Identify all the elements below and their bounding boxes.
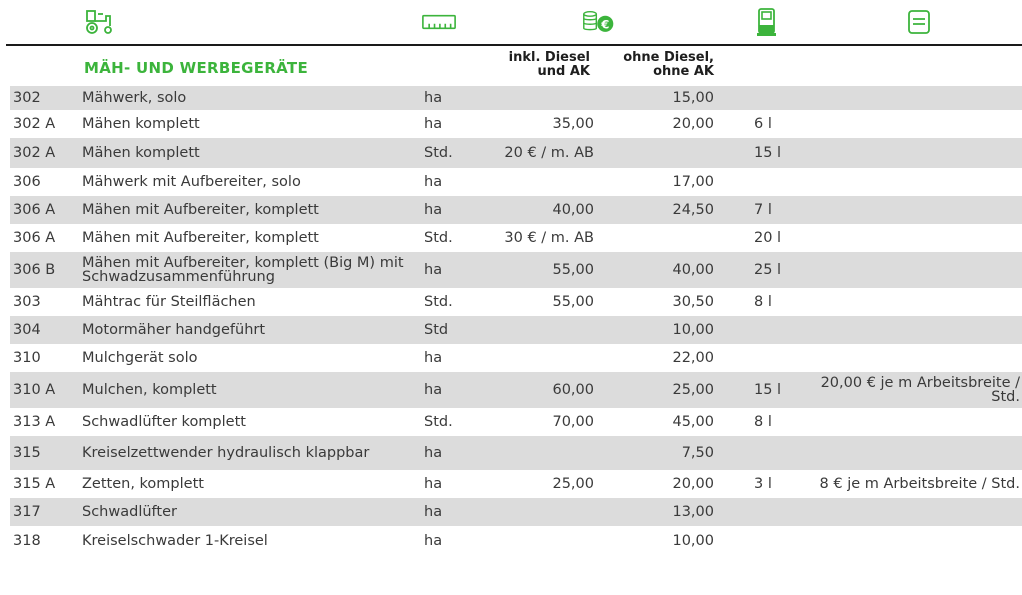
cell-note [800,196,1022,224]
cell-diesel: 15 l [714,138,800,168]
cell-code: 303 [10,288,82,316]
column-header-ohne-diesel [606,51,714,79]
cell-code: 310 A [10,372,82,408]
table-row [10,288,1022,316]
cell-note [800,526,1022,556]
table-row [10,86,1022,110]
cell-code: 302 [10,86,82,110]
table-row [10,196,1022,224]
note-list-icon [902,6,936,38]
cell-unit: Std. [424,288,496,316]
cell-unit: ha [424,196,496,224]
cell-desc: Mähen mit Aufbereiter, komplett [82,196,424,224]
column-header-ohne-line1: ohne Diesel, [623,50,714,65]
cell-note [800,168,1022,196]
price-table [10,86,1022,556]
cell-desc: Kreiselzettwender hydraulisch klappbar [82,436,424,470]
cell-ohne: 13,00 [594,498,714,526]
cell-note: 20,00 € je m Arbeitsbreite / Std. [800,372,1022,408]
cell-unit: Std. [424,408,496,436]
coins-euro-icon [582,6,616,38]
ruler-icon [422,6,456,38]
tractor-icon [82,6,116,38]
table-row [10,316,1022,344]
cell-inkl [496,436,594,470]
cell-note [800,224,1022,252]
cell-inkl: 20 € / m. AB [496,138,594,168]
cell-unit: ha [424,344,496,372]
table-row [10,436,1022,470]
cell-inkl: 60,00 [496,372,594,408]
cell-note [800,344,1022,372]
column-header-inkl-line2: und AK [537,64,590,79]
cell-code: 302 A [10,138,82,168]
cell-inkl: 70,00 [496,408,594,436]
table-row [10,110,1022,138]
column-header-inkl-line1: inkl. Diesel [508,50,590,65]
cell-inkl: 40,00 [496,196,594,224]
table-row [10,372,1022,408]
cell-unit: ha [424,110,496,138]
cell-code: 306 B [10,252,82,288]
cell-note [800,316,1022,344]
cell-unit: ha [424,470,496,498]
cell-ohne [594,224,714,252]
cell-diesel [714,168,800,196]
cell-code: 302 A [10,110,82,138]
cell-inkl [496,316,594,344]
cell-note [800,498,1022,526]
cell-diesel [714,316,800,344]
cell-diesel [714,436,800,470]
cell-note [800,110,1022,138]
cell-unit: ha [424,526,496,556]
cell-desc: Mähen komplett [82,138,424,168]
cell-unit: ha [424,86,496,110]
table-row [10,138,1022,168]
cell-desc: Mähen mit Aufbereiter, komplett (Big M) mit Schwadzusammenführung [82,252,424,288]
section-title: MÄH- UND WERBEGERÄTE [84,59,308,77]
cell-diesel [714,86,800,110]
svg-text:€: € [601,17,610,32]
cell-ohne: 17,00 [594,168,714,196]
cell-ohne: 10,00 [594,316,714,344]
cell-inkl: 55,00 [496,252,594,288]
cell-note [800,288,1022,316]
cell-ohne [594,138,714,168]
cell-diesel: 7 l [714,196,800,224]
cell-code: 317 [10,498,82,526]
cell-unit: ha [424,372,496,408]
cell-unit: ha [424,498,496,526]
cell-ohne: 45,00 [594,408,714,436]
cell-code: 310 [10,344,82,372]
table-row [10,168,1022,196]
fuel-pump-icon [750,6,784,38]
cell-inkl: 25,00 [496,470,594,498]
cell-inkl [496,344,594,372]
cell-ohne: 24,50 [594,196,714,224]
cell-ohne: 10,00 [594,526,714,556]
cell-inkl: 35,00 [496,110,594,138]
cell-unit: ha [424,252,496,288]
cell-unit: Std. [424,224,496,252]
cell-desc: Schwadlüfter [82,498,424,526]
section-header [0,46,1022,86]
table-row [10,252,1022,288]
cell-inkl: 30 € / m. AB [496,224,594,252]
cell-desc: Mulchgerät solo [82,344,424,372]
table-row [10,408,1022,436]
cell-unit: Std [424,316,496,344]
cell-note: 8 € je m Arbeitsbreite / Std. [800,470,1022,498]
table-row [10,498,1022,526]
cell-code: 306 [10,168,82,196]
cell-code: 306 A [10,196,82,224]
table-row [10,344,1022,372]
table-row [10,224,1022,252]
cell-inkl [496,498,594,526]
cell-desc: Mähwerk, solo [82,86,424,110]
cell-note [800,252,1022,288]
cell-code: 315 [10,436,82,470]
cell-desc: Mähen mit Aufbereiter, komplett [82,224,424,252]
cell-unit: ha [424,168,496,196]
cell-inkl: 55,00 [496,288,594,316]
cell-note [800,436,1022,470]
cell-desc: Mähtrac für Steilflächen [82,288,424,316]
column-header-inkl-diesel [490,51,590,79]
cell-code: 318 [10,526,82,556]
cell-ohne: 40,00 [594,252,714,288]
cell-diesel: 8 l [714,408,800,436]
cell-ohne: 22,00 [594,344,714,372]
cell-diesel [714,344,800,372]
cell-desc: Schwadlüfter komplett [82,408,424,436]
icon-header [0,0,1022,44]
cell-diesel: 15 l [714,372,800,408]
cell-diesel: 20 l [714,224,800,252]
table-row [10,526,1022,556]
cell-unit: Std. [424,138,496,168]
cell-inkl [496,168,594,196]
cell-ohne: 30,50 [594,288,714,316]
cell-code: 304 [10,316,82,344]
cell-desc: Mulchen, komplett [82,372,424,408]
cell-desc: Mähen komplett [82,110,424,138]
cell-desc: Mähwerk mit Aufbereiter, solo [82,168,424,196]
cell-diesel: 3 l [714,470,800,498]
cell-diesel: 8 l [714,288,800,316]
column-header-ohne-line2: ohne AK [653,64,714,79]
cell-desc: Kreiselschwader 1-Kreisel [82,526,424,556]
table-row [10,470,1022,498]
cell-ohne: 25,00 [594,372,714,408]
cell-diesel [714,526,800,556]
cell-ohne: 20,00 [594,110,714,138]
cell-ohne: 7,50 [594,436,714,470]
cell-note [800,138,1022,168]
cell-code: 315 A [10,470,82,498]
cell-desc: Zetten, komplett [82,470,424,498]
cell-diesel: 6 l [714,110,800,138]
cell-inkl [496,526,594,556]
cell-code: 313 A [10,408,82,436]
cell-unit: ha [424,436,496,470]
cell-diesel [714,498,800,526]
cell-inkl [496,86,594,110]
cell-note [800,408,1022,436]
cell-diesel: 25 l [714,252,800,288]
cell-note [800,86,1022,110]
cell-ohne: 15,00 [594,86,714,110]
cell-ohne: 20,00 [594,470,714,498]
cell-desc: Motormäher handgeführt [82,316,424,344]
cell-code: 306 A [10,224,82,252]
